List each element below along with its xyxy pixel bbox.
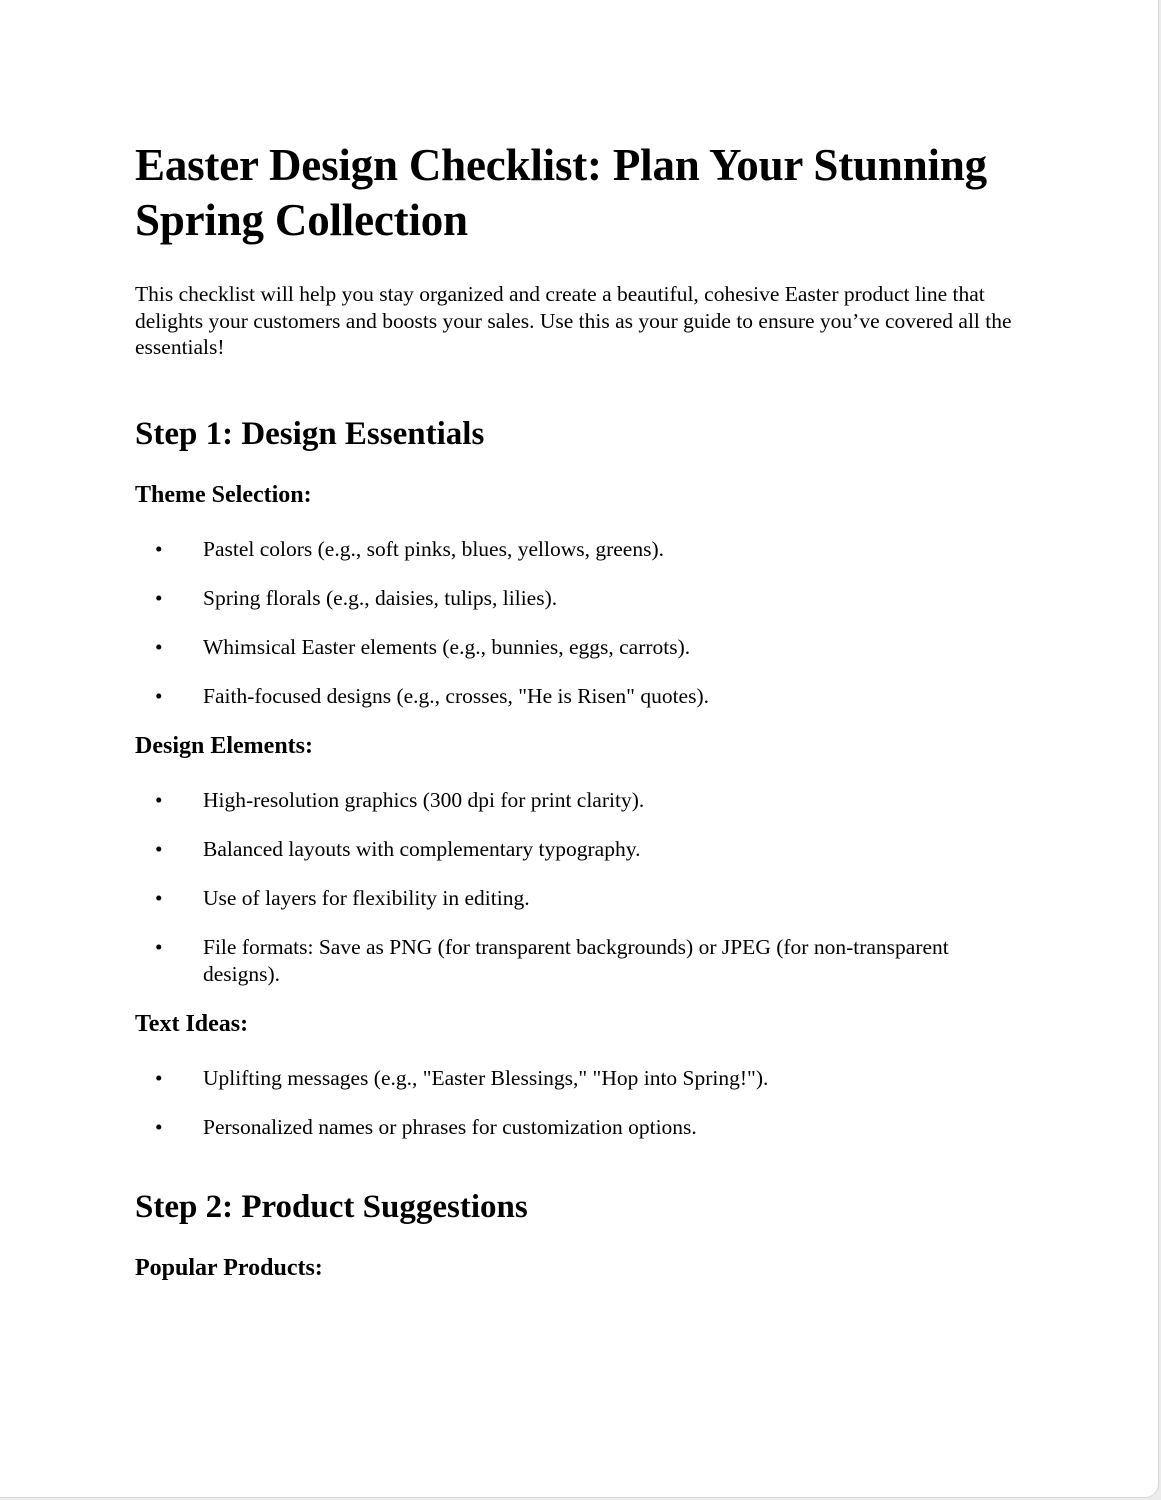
step-heading: Step 2: Product Suggestions — [135, 1188, 528, 1225]
list-item-text: Personalized names or phrases for customization options. — [203, 1115, 697, 1139]
bullet-icon: • — [155, 886, 163, 910]
list-item-text: Faith-focused designs (e.g., crosses, "He is Risen" quotes). — [203, 683, 709, 708]
bullet-icon: • — [155, 837, 163, 861]
bullet-icon: • — [155, 634, 163, 659]
list-item-text: High-resolution graphics (300 dpi for print clarity). — [203, 788, 645, 812]
list-item-text: Use of layers for flexibility in editing. — [203, 886, 530, 910]
section-heading: Theme Selection: — [135, 481, 312, 508]
checklist — [135, 787, 1015, 987]
list-item — [135, 885, 1015, 912]
list-item — [135, 836, 1015, 863]
bullet-icon: • — [155, 585, 163, 610]
list-item-text: Spring florals (e.g., daisies, tulips, lilies). — [203, 585, 558, 610]
checklist — [135, 536, 1015, 710]
document-content — [135, 138, 1015, 1283]
list-item — [135, 1065, 1015, 1092]
list-item — [135, 934, 1015, 987]
list-item-text: Whimsical Easter elements (e.g., bunnies, eggs, carrots). — [203, 634, 691, 659]
section-heading: Design Elements: — [135, 733, 313, 759]
bullet-icon: • — [155, 536, 163, 561]
bullet-icon: • — [155, 1115, 163, 1139]
list-item — [135, 787, 1015, 814]
bullet-icon: • — [155, 1066, 163, 1090]
list-item — [135, 1114, 1015, 1141]
list-item-text: File formats: Save as PNG (for transparent backgrounds) or JPEG (for non-transparent designs). — [203, 935, 949, 986]
bullet-icon: • — [155, 788, 163, 812]
checklist — [135, 1065, 1015, 1141]
bullet-icon: • — [155, 935, 163, 959]
step-heading: Step 1: Design Essentials — [135, 415, 485, 452]
list-item — [135, 683, 1015, 710]
list-item-text: Balanced layouts with complementary typography. — [203, 837, 641, 861]
list-item-text: Pastel colors (e.g., soft pinks, blues, yellows, greens). — [203, 536, 664, 561]
list-item — [135, 536, 1015, 563]
section-heading: Popular Products: — [135, 1254, 323, 1281]
list-item — [135, 634, 1015, 661]
bullet-icon: • — [155, 683, 163, 708]
page-title: Easter Design Checklist: Plan Your Stunning Spring Collection — [135, 140, 987, 245]
list-item — [135, 585, 1015, 612]
section-heading: Text Ideas: — [135, 1011, 249, 1037]
intro-paragraph: This checklist will help you stay organized and create a beautiful, cohesive Easter product line that delights your customers and boosts your sales. Use this as your guide to ensure you’ve covered all the essentials! — [135, 282, 1012, 359]
list-item-text: Uplifting messages (e.g., "Easter Blessings," "Hop into Spring!"). — [203, 1066, 769, 1090]
